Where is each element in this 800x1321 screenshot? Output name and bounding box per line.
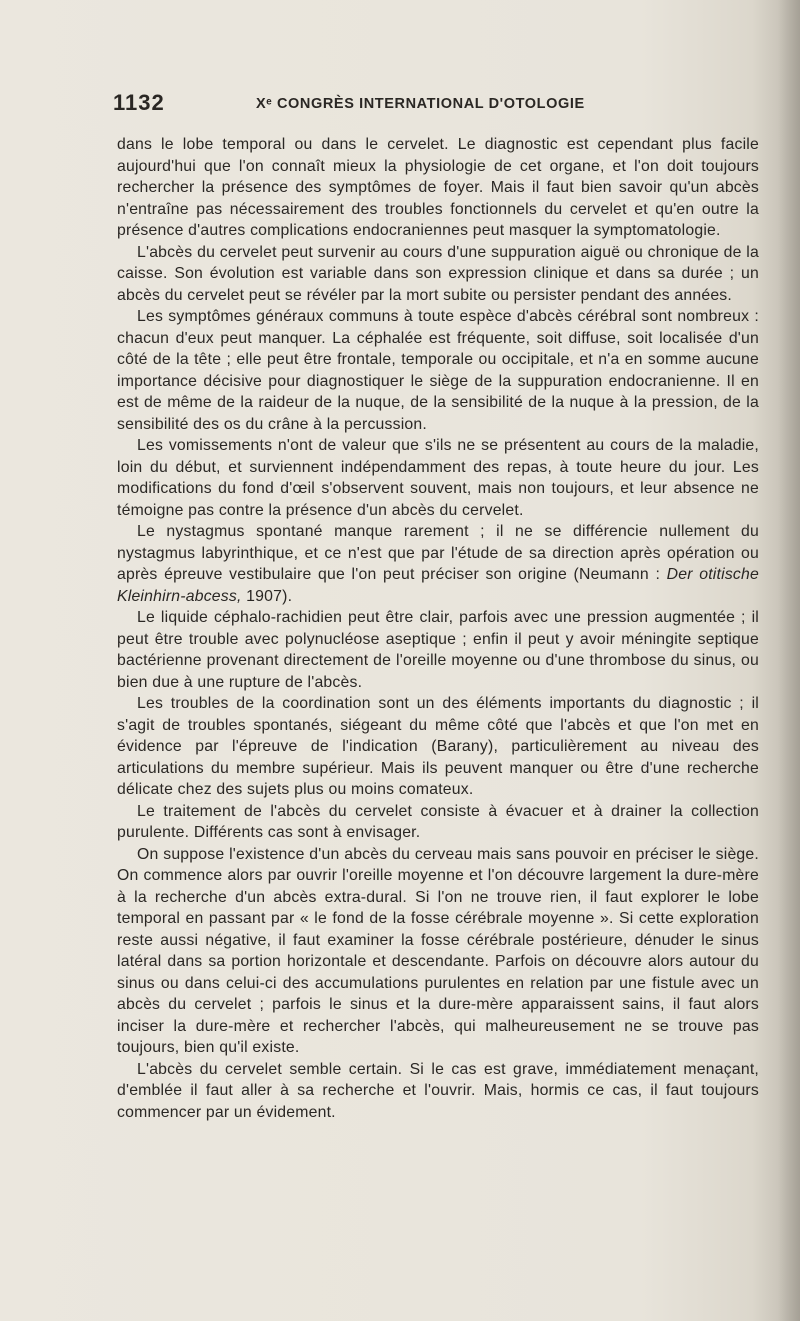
- paragraph: dans le lobe temporal ou dans le cervelet. Le diagnostic est cependant plus facile aujourd'hui que l'on connaît mieux la physiologie de cet organe, et l'on doit toujours rechercher la présence des symptômes de foyer. Mais il faut bien savoir qu'un abcès n'entraîne pas nécessairement des troubles fonctionnels du cervelet et qu'en outre la présence d'autres complications endocraniennes peut masquer la symptomatologie.: [117, 136, 759, 239]
- binding-shadow: [778, 0, 800, 1321]
- paragraph-text: Le nystagmus spontané manque rarement ; il ne se différencie nullement du nystagmus labyrinthique, et ce n'est que par l'étude de sa direction après opération ou après épreuve vestibulaire que l'on peut préciser son origine (Neumann :: [117, 523, 759, 583]
- page-number: 1132: [113, 90, 165, 115]
- page-header: [113, 90, 703, 120]
- paragraph-with-citation: [117, 521, 759, 607]
- body-text: [117, 134, 759, 1123]
- paragraph: L'abcès du cervelet semble certain. Si le cas est grave, immédiatement menaçant, d'emblée il faut aller à sa recherche et l'ouvrir. Mais, hormis ce cas, il faut toujours commencer par un évidement.: [117, 1060, 759, 1121]
- paragraph: On suppose l'existence d'un abcès du cerveau mais sans pouvoir en préciser le siège. On commence alors par ouvrir l'oreille moyenne et l'on découvre largement la dure-mère à la recherche d'un abcès extra-dural. Si l'on ne trouve rien, il faut explorer le lobe temporal en passant par « le fond de la fosse cérébrale moyenne ». Si cette exploration reste aussi négative, il faut examiner la fosse cérébrale postérieure, dénuder le sinus latéral dans sa portion horizontale et descendante. Parfois on découvre alors autour du sinus ou dans celui-ci des accumulations purulentes en relation par une fistule avec un abcès du cervelet ; parfois le sinus et la dure-mère apparaissent sains, il faut alors inciser la dure-mère et rechercher l'abcès, qui malheureusement ne se trouve pas toujours, bien qu'il existe.: [117, 845, 759, 1056]
- paragraph: Le traitement de l'abcès du cervelet consiste à évacuer et à drainer la collection purulente. Différents cas sont à envisager.: [117, 802, 759, 841]
- paragraph: Les vomissements n'ont de valeur que s'ils ne se présentent au cours de la maladie, loin du début, et surviennent indépendamment des repas, à toute heure du jour. Les modifications du fond d'œil s'observent souvent, mais non toujours, et leur absence ne témoigne pas contre la présence d'un abcès du cervelet.: [117, 437, 759, 519]
- paragraph: Les troubles de la coordination sont un des éléments importants du diagnostic ; il s'agit de troubles spontanés, siégeant du même côté que l'abcès et que l'on met en évidence par l'épreuve de l'indication (Barany), particulièrement au niveau des articulations du membre supérieur. Mais ils peuvent manquer ou être d'une recherche délicate chez des sujets plus ou moins comateux.: [117, 695, 759, 798]
- paragraph: Le liquide céphalo-rachidien peut être clair, parfois avec une pression augmentée ; il peut être trouble avec polynucléose aseptique ; enfin il peut y avoir méningite septique bactérienne provenant directement de l'oreille moyenne ou d'une thrombose du sinus, ou bien due à une rupture de l'abcès.: [117, 609, 759, 691]
- running-title: Xᵉ CONGRÈS INTERNATIONAL D'OTOLOGIE: [256, 96, 585, 112]
- citation-title: Der otitische Kleinhirn-abcess,: [117, 566, 759, 605]
- paragraph: Les symptômes généraux communs à toute espèce d'abcès cérébral sont nombreux : chacun d'eux peut manquer. La céphalée est fréquente, soit diffuse, soit localisée d'un côté de la tête ; elle peut être frontale, temporale ou occipitale, et n'a en somme aucune importance décisive pour diagnostiquer le siège de la suppuration endocranienne. Il en est de même de la raideur de la nuque, de la sensibilité de la nuque à la pression, de la sensibilité des os du crâne à la percussion.: [117, 308, 759, 433]
- paragraph: L'abcès du cervelet peut survenir au cours d'une suppuration aiguë ou chronique de la caisse. Son évolution est variable dans son expression clinique et dans sa durée ; un abcès du cervelet peut se révéler par la mort subite ou persister pendant des années.: [117, 243, 759, 304]
- citation-year: 1907).: [241, 587, 293, 605]
